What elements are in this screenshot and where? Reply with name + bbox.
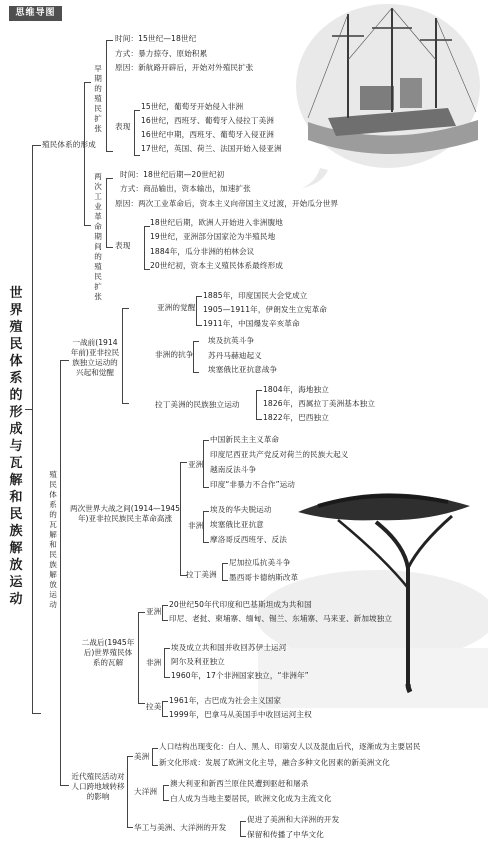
- after-asia-item: 20世纪50年代印度和巴基斯坦成为共和国: [169, 600, 312, 609]
- between-asia-item: 印度“非暴力不合作”运动: [210, 480, 296, 489]
- second-expansion-label: 两次工业革命期间的殖民扩张: [94, 172, 102, 301]
- page-title: 世界殖民体系的形成与瓦解和民族解放运动: [9, 286, 23, 607]
- after-africa-label: 非洲: [146, 658, 162, 667]
- between-latam-bracket: [222, 563, 228, 581]
- early-time: 时间：15世纪—18世纪: [115, 34, 197, 43]
- early-cause: 原因：新航路开辟后，开始对外殖民扩张: [115, 63, 254, 72]
- before-asia-item: 1885年，印度国民大会党成立: [203, 291, 308, 300]
- impact-oceania-item: 白人成为当地主要居民，欧洲文化成为主流文化: [170, 794, 332, 803]
- impact-america-label: 美洲: [134, 752, 150, 761]
- mind-map-badge: 思维导图: [9, 6, 62, 21]
- after-asia-label: 亚洲: [146, 607, 162, 616]
- after-asia-item: 印尼、老挝、柬埔寨、缅甸、锡兰、东埔寨、马来亚、新加坡独立: [169, 614, 393, 623]
- after-africa-item: 阿尔及利亚独立: [171, 657, 225, 666]
- between-africa-item: 摩洛哥反西班牙、反法: [210, 535, 287, 544]
- between-asia-bracket: [203, 440, 209, 488]
- early-expansion-label: 早期的殖民扩张: [94, 64, 102, 133]
- before-latam-label: 拉丁美洲的民族独立运动: [155, 400, 240, 409]
- before-africa-item: 苏丹马赫迪起义: [208, 351, 262, 360]
- before-asia-item: 1905—1911年，伊朗发生立宪革命: [203, 305, 328, 314]
- before-latam-item: 1822年，巴西独立: [263, 413, 329, 422]
- early-item: 15世纪，葡萄牙开始侵入非洲: [141, 102, 244, 111]
- impact-america-item: 新文化形成：发展了欧洲文化主导，融合多种文化因素的新美洲文化: [159, 758, 390, 767]
- impact-chinese-item: 促进了美洲和大洋洲的开发: [247, 815, 340, 824]
- second-item: 19世纪，亚洲部分国家沦为半殖民地: [150, 232, 276, 241]
- between-africa-item: 埃塞俄比亚抗意: [210, 520, 264, 529]
- early-show-label: 表现: [115, 122, 131, 131]
- between-africa-label: 非洲: [188, 521, 204, 530]
- impact-label: 近代殖民活动对人口跨地域转移的影响: [71, 772, 125, 801]
- after-wwii-label: 二战后(1945年后)世界殖民体系的瓦解: [81, 638, 135, 667]
- impact-chinese-bracket: [240, 821, 246, 837]
- impact-oceania-bracket: [163, 785, 169, 801]
- early-item: 16世纪，西班牙、葡萄牙入侵拉丁美洲: [141, 116, 274, 125]
- second-item: 1884年，瓜分非洲的柏林会议: [150, 247, 255, 256]
- before-africa-item: 埃及抗英斗争: [208, 336, 255, 345]
- between-latam-item: 尼加拉瓜抗美斗争: [229, 558, 291, 567]
- early-item: 17世纪，英国、荷兰、法国开始入侵亚洲: [141, 144, 282, 153]
- early-bracket: [106, 40, 113, 152]
- between-asia-item: 越南反法斗争: [210, 465, 257, 474]
- second-bracket: [106, 178, 113, 248]
- before-wwi-label: 一战前(1914年前)亚非拉民族独立运动的兴起和觉醒: [70, 338, 120, 377]
- before-asia-bracket: [196, 296, 202, 326]
- before-bracket: [122, 308, 129, 404]
- second-item: 18世纪后期，欧洲人开始进入非洲腹地: [150, 218, 283, 227]
- before-africa-bracket: [193, 341, 199, 373]
- between-asia-item: 印度尼西亚共产党反对荷兰的民族大起义: [210, 450, 349, 459]
- after-latam-bracket: [162, 701, 168, 717]
- part1-bracket: [84, 82, 91, 226]
- between-latam-item: 墨西哥卡德纳斯改革: [229, 573, 299, 582]
- between-africa-bracket: [203, 511, 209, 543]
- after-latam-label: 拉美: [146, 702, 162, 711]
- after-latam-item: 1999年，巴拿马从美国手中收回运河主权: [169, 710, 312, 719]
- impact-chinese-item: 保留和传播了中华文化: [247, 830, 324, 839]
- part2-bracket: [60, 360, 69, 786]
- impact-america-item: 人口结构出现变化：白人、黑人、印第安人以及混血后代，逐渐成为主要居民: [159, 742, 421, 751]
- impact-bracket: [127, 756, 133, 828]
- early-method: 方式：暴力掠夺、原始积累: [115, 49, 208, 58]
- impact-america-bracket: [152, 748, 158, 766]
- before-africa-item: 埃塞俄比亚抗意战争: [208, 365, 278, 374]
- between-africa-item: 埃及的华夫脱运动: [210, 505, 272, 514]
- after-africa-item: 1960年，17个非洲国家独立，“非洲年”: [171, 671, 309, 680]
- after-bracket: [138, 612, 145, 704]
- between-asia-item: 中国新民主主义革命: [210, 435, 280, 444]
- after-africa-bracket: [164, 648, 170, 678]
- root-bracket: [32, 145, 41, 714]
- early-item: 16世纪中期，西班牙、葡萄牙入侵亚洲: [141, 130, 274, 139]
- before-africa-label: 非洲的抗争: [155, 350, 194, 359]
- after-latam-item: 1961年，古巴成为社会主义国家: [169, 696, 282, 705]
- second-method: 方式：商品输出，资本输出，加速扩张: [120, 184, 251, 193]
- second-cause: 原因：两次工业革命后，资本主义向帝国主义过渡，开始瓜分世界: [115, 199, 339, 208]
- after-africa-item: 埃及成立共和国并收回苏伊士运河: [171, 643, 287, 652]
- after-asia-bracket: [162, 605, 168, 621]
- second-time: 时间：18世纪后期—20世纪初: [120, 170, 225, 179]
- before-asia-label: 亚洲的觉醒: [157, 303, 196, 312]
- early-show-bracket: [134, 110, 140, 156]
- between-bracket: [180, 462, 187, 576]
- second-item: 20世纪初，资本主义殖民体系最终形成: [150, 261, 283, 270]
- before-latam-item: 1804年，海地独立: [263, 385, 329, 394]
- part2-label: 殖民体系的瓦解和民族解放运动: [49, 470, 57, 609]
- impact-chinese-label: 华工与美洲、大洋洲的开发: [134, 823, 227, 832]
- before-latam-item: 1826年，西属拉丁美洲基本独立: [263, 399, 376, 408]
- impact-oceania-item: 澳大利亚和新西兰原住民遭到驱赶和屠杀: [170, 779, 309, 788]
- root-connector: [25, 409, 32, 410]
- impact-oceania-label: 大洋洲: [134, 787, 158, 796]
- before-asia-item: 1911年，中国爆发辛亥革命: [203, 319, 300, 328]
- before-latam-bracket: [256, 390, 262, 420]
- second-show-label: 表现: [115, 241, 131, 250]
- sailing-ship-illustration: [288, 0, 488, 190]
- part1-label: 殖民体系的形成: [42, 140, 96, 149]
- between-wars-label: 两次世界大战之间(1914—1945年)亚非拉民族民主革命高涨: [70, 504, 180, 523]
- between-latam-label: 拉丁美洲: [186, 570, 217, 579]
- between-asia-label: 亚洲: [188, 460, 204, 469]
